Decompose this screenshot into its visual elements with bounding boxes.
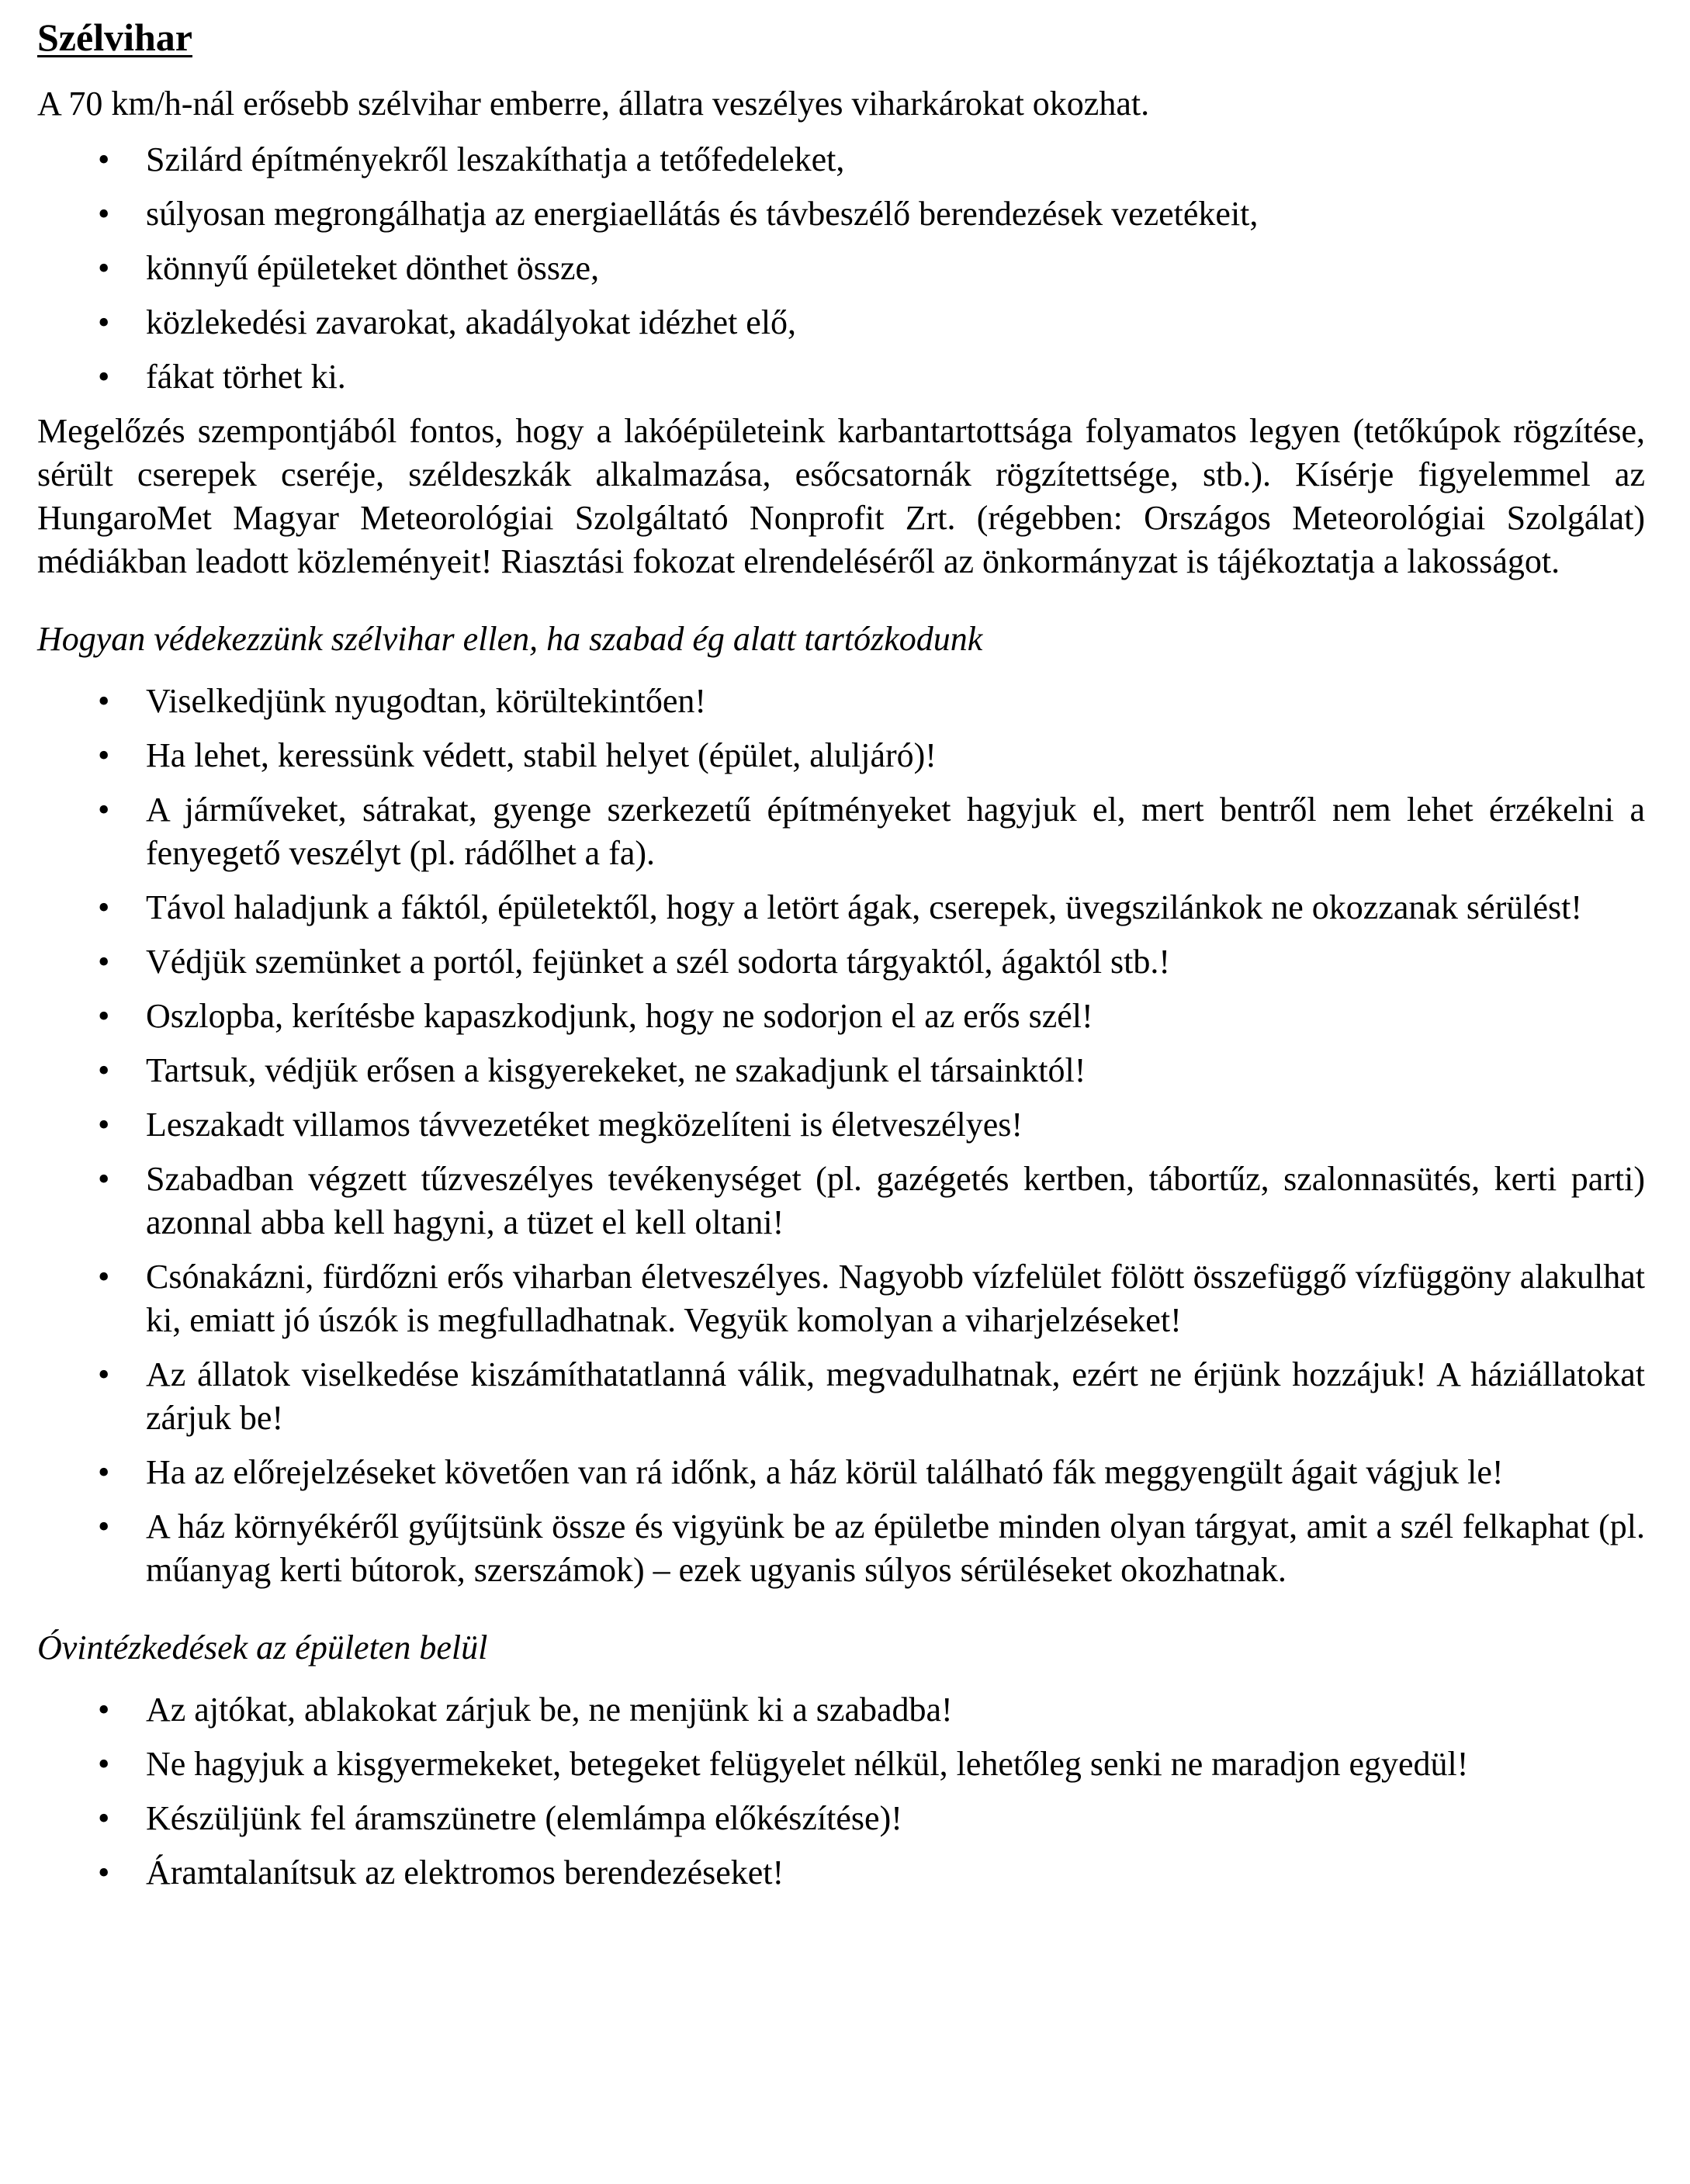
list-item: • Védjük szemünket a portól, fejünket a szél sodorta tárgyaktól, ágaktól stb.! bbox=[37, 940, 1645, 984]
list-item: • könnyű épületeket dönthet össze, bbox=[37, 247, 1645, 290]
list-item: • Ha lehet, keressünk védett, stabil helyet (épület, aluljáró)! bbox=[37, 734, 1645, 777]
outdoor-list bbox=[37, 680, 1645, 1592]
list-item: • Az ajtókat, ablakokat zárjuk be, ne menjünk ki a szabadba! bbox=[37, 1688, 1645, 1732]
list-item: • Oszlopba, kerítésbe kapaszkodjunk, hogy ne sodorjon el az erős szél! bbox=[37, 995, 1645, 1038]
list-item: • Ne hagyjuk a kisgyermekeket, betegeket felügyelet nélkül, lehetőleg senki ne maradjon egyedül! bbox=[37, 1743, 1645, 1786]
list-item: • Szabadban végzett tűzveszélyes tevékenységet (pl. gazégetés kertben, tábortűz, szalonnasütés, kerti parti) azonnal abba kell hagyni, a tüzet el kell oltani! bbox=[37, 1158, 1645, 1244]
list-item: • Leszakadt villamos távvezetéket megközelíteni is életveszélyes! bbox=[37, 1103, 1645, 1147]
indoor-list bbox=[37, 1688, 1645, 1895]
list-item: • Viselkedjünk nyugodtan, körültekintően! bbox=[37, 680, 1645, 723]
list-item: • fákat törhet ki. bbox=[37, 355, 1645, 399]
list-item: • súlyosan megrongálhatja az energiaellátás és távbeszélő berendezések vezetékeit, bbox=[37, 192, 1645, 236]
list-item: • A ház környékéről gyűjtsünk össze és vigyünk be az épületbe minden olyan tárgyat, amit a szél felkaphat (pl. műanyag kerti bútorok, szerszámok) – ezek ugyanis súlyos sérüléseket okozhatnak. bbox=[37, 1505, 1645, 1592]
document-title: Szélvihar bbox=[37, 16, 192, 59]
list-item: • Csónakázni, fürdőzni erős viharban életveszélyes. Nagyobb vízfelület fölött összefüggő vízfüggöny alakulhat ki, emiatt jó úszók is megfulladhatnak. Vegyük komolyan a viharjelzéseket! bbox=[37, 1255, 1645, 1342]
list-item: • A járműveket, sátrakat, gyenge szerkezetű építményeket hagyjuk el, mert bentről nem lehet érzékelni a fenyegető veszélyt (pl. rádőlhet a fa). bbox=[37, 788, 1645, 875]
outdoor-section-heading: Hogyan védekezzünk szélvihar ellen, ha szabad ég alatt tartózkodunk bbox=[37, 620, 983, 658]
prevention-paragraph: Megelőzés szempontjából fontos, hogy a lakóépületeink karbantartottsága folyamatos legyen (tetőkúpok rögzítése, sérült cserepek cseréje, széldeszkák alkalmazása, esőcsatornák rögzítettsége, stb.). Kísérje figyelemmel az HungaroMet Magyar Meteorológiai Szolgáltató Nonprofit Zrt. (régebben: Országos Meteorológiai Szolgálat) médiákban leadott közleményeit! Riasztási fokozat elrendeléséről az önkormányzat is tájékoztatja a lakosságot. bbox=[37, 412, 1645, 580]
intro-paragraph: A 70 km/h-nál erősebb szélvihar emberre, állatra veszélyes viharkárokat okozhat. bbox=[37, 85, 1150, 123]
list-item: • Áramtalanítsuk az elektromos berendezéseket! bbox=[37, 1851, 1645, 1895]
list-item: • közlekedési zavarokat, akadályokat idézhet elő, bbox=[37, 301, 1645, 344]
hazard-list bbox=[37, 138, 1645, 399]
list-item: • Az állatok viselkedése kiszámíthatatlanná válik, megvadulhatnak, ezért ne érjünk hozzájuk! A háziállatokat zárjuk be! bbox=[37, 1353, 1645, 1440]
list-item: • Távol haladjunk a fáktól, épületektől, hogy a letört ágak, cserepek, üvegszilánkok ne okozzanak sérülést! bbox=[37, 886, 1645, 929]
list-item: • Tartsuk, védjük erősen a kisgyerekeket, ne szakadjunk el társainktól! bbox=[37, 1049, 1645, 1092]
list-item: • Szilárd építményekről leszakíthatja a tetőfedeleket, bbox=[37, 138, 1645, 182]
list-item: • Ha az előrejelzéseket követően van rá időnk, a ház körül található fák meggyengült ágait vágjuk le! bbox=[37, 1451, 1645, 1494]
list-item: • Készüljünk fel áramszünetre (elemlámpa előkészítése)! bbox=[37, 1797, 1645, 1840]
indoor-section-heading: Óvintézkedések az épületen belül bbox=[37, 1628, 488, 1667]
